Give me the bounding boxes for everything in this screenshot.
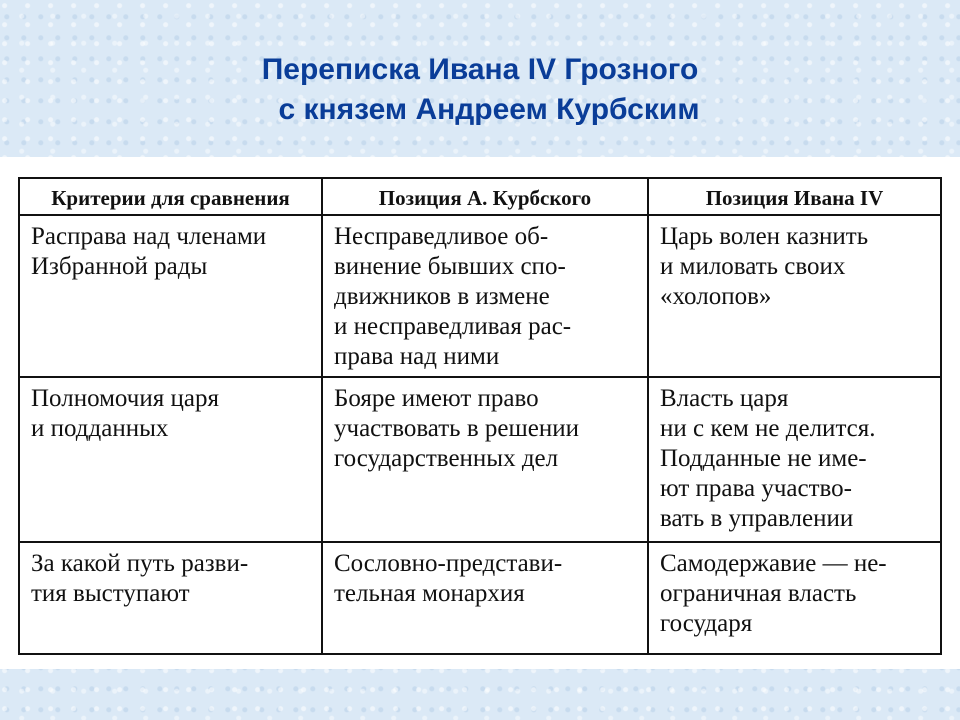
table-cell-ivan: Власть царя ни с кем не делится. Подданные не име- ют права участво- вать в управлении: [649, 378, 940, 543]
table-cell-kurbsky: Несправедливое об- винение бывших спо- движников в измене и несправедливая рас- права над ними: [323, 216, 649, 378]
table-cell-criteria: За какой путь разви- тия выступают: [20, 543, 323, 653]
table-cell-kurbsky: Бояре имеют право участвовать в решении государственных дел: [323, 378, 649, 543]
column-header-ivan: Позиция Ивана IV: [649, 179, 940, 216]
table-cell-ivan: Самодержавие — не- ограничная власть государя: [660, 550, 887, 637]
table-cell-ivan: Царь волен казнить и миловать своих «холопов»: [649, 216, 940, 378]
table-cell-criteria: Полномочия царя и подданных: [20, 378, 323, 543]
column-header-criteria: Критерии для сравнения: [20, 179, 323, 216]
table-cell-criteria: Расправа над членами Избранной рады: [20, 216, 323, 378]
slide-title-line-2: с князем Андреем Курбским: [278, 93, 700, 126]
table-cell-kurbsky: Сословно-представи- тельная монархия: [323, 543, 649, 653]
slide-title-line-1: Переписка Ивана IV Грозного: [261, 53, 699, 86]
column-header-kurbsky: Позиция А. Курбского: [323, 179, 649, 216]
slide-title: [0, 50, 960, 130]
comparison-table: [18, 177, 942, 655]
table-sheet: [0, 157, 960, 669]
